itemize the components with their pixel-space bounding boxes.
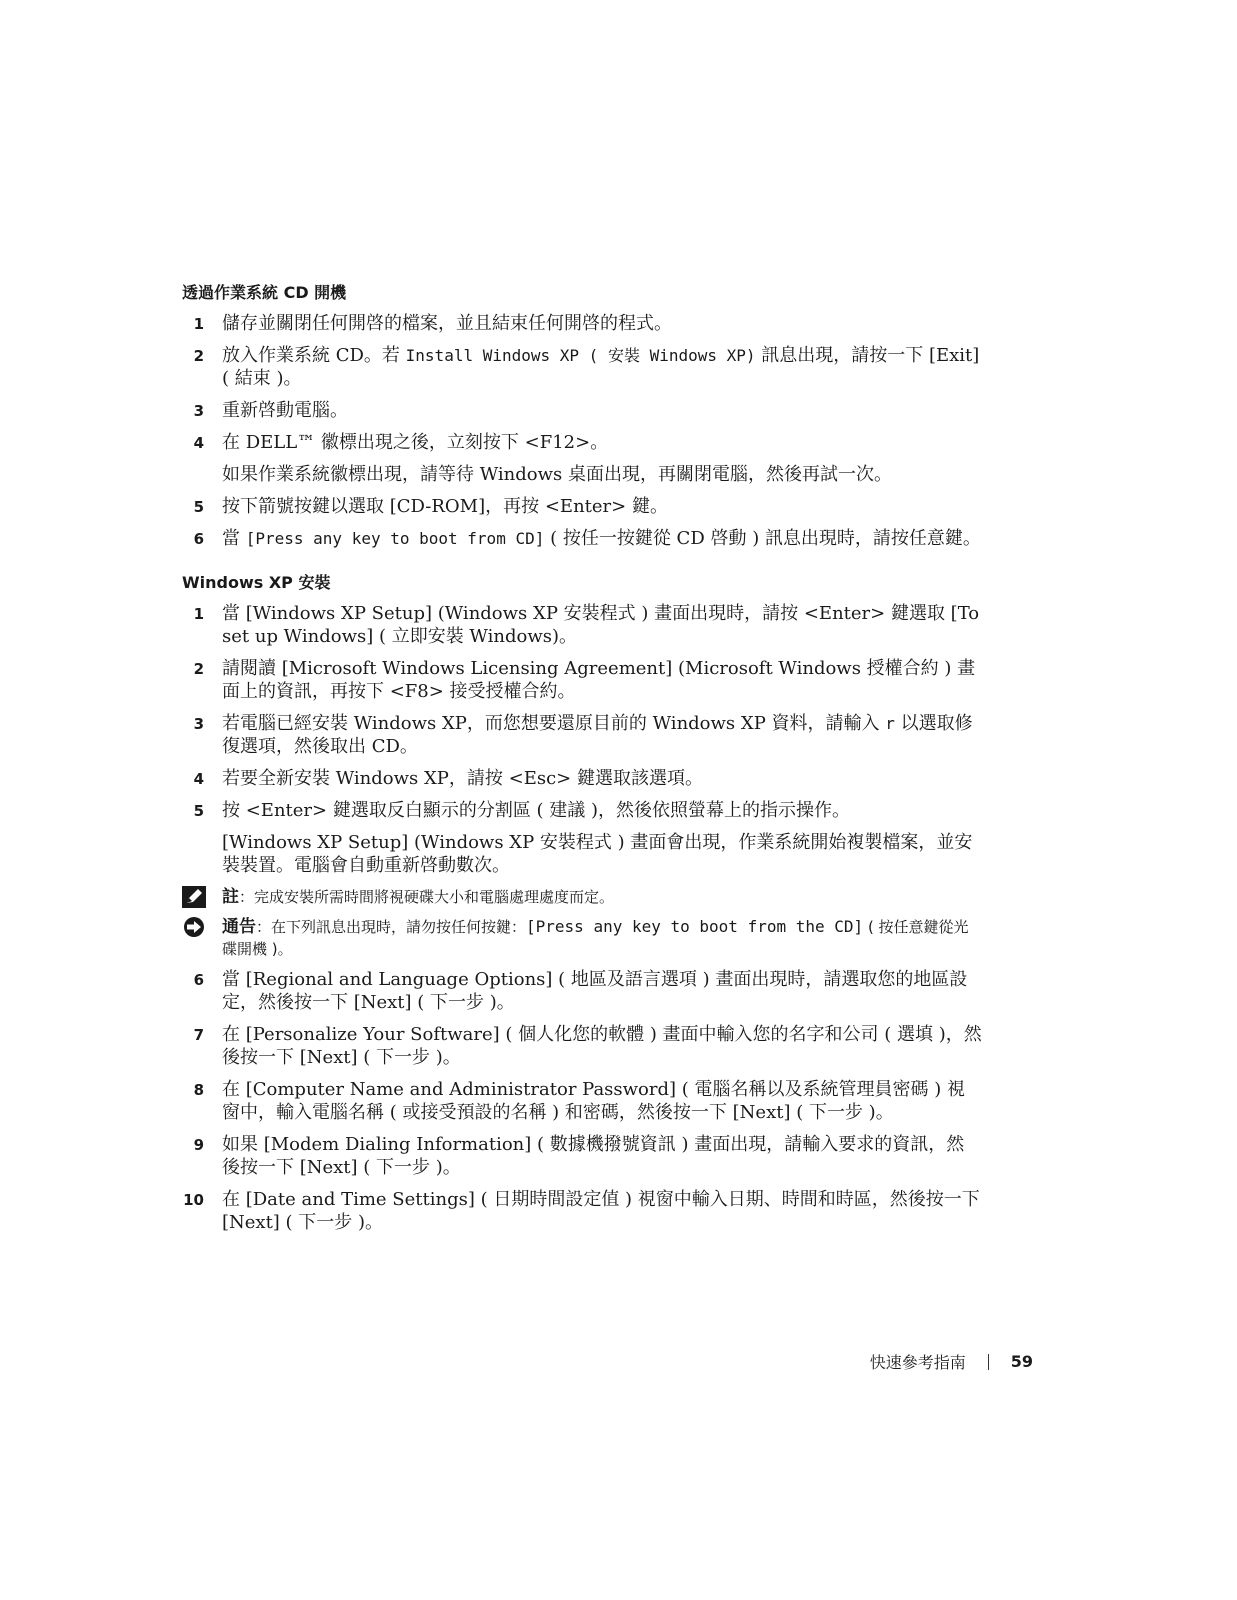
notice-callout bbox=[182, 916, 982, 960]
step-number: 5 bbox=[193, 802, 204, 820]
list-item bbox=[182, 767, 982, 790]
list-item bbox=[182, 527, 982, 550]
page-number: 59 bbox=[1010, 1352, 1033, 1371]
notice-arrow-icon bbox=[182, 916, 206, 938]
pencil-icon bbox=[182, 886, 206, 908]
step-number: 1 bbox=[193, 315, 204, 333]
page-content bbox=[182, 282, 982, 1243]
list-item bbox=[182, 1133, 982, 1179]
step-text: 請閱讀 [Microsoft Windows Licensing Agreement] (Microsoft Windows 授權合約 ) 畫面上的資訊，再按下 <F8> 接受授權合約。 bbox=[222, 658, 976, 702]
step-text: 按下箭號按鍵以選取 [CD-ROM]，再按 <Enter> 鍵。 bbox=[222, 496, 668, 517]
list-item bbox=[182, 968, 982, 1014]
step-subtext: [Windows XP Setup] (Windows XP 安裝程式 ) 畫面會出現，作業系統開始複製檔案，並安裝裝置。電腦會自動重新啓動數次。 bbox=[222, 832, 973, 876]
section-title-boot-from-cd: 透過作業系統 CD 開機 bbox=[182, 283, 347, 302]
step-text: 當 [Windows XP Setup] (Windows XP 安裝程式 ) 畫面出現時，請按 <Enter> 鍵選取 [To set up Windows] ( 立即安裝 Windows)。 bbox=[222, 603, 980, 647]
step-number: 8 bbox=[193, 1081, 204, 1099]
step-text: 重新啓動電腦。 bbox=[222, 400, 348, 421]
boot-steps-list bbox=[182, 312, 982, 550]
step-text: 若要全新安裝 Windows XP，請按 <Esc> 鍵選取該選項。 bbox=[222, 768, 703, 789]
step-text: ( 按任一按鍵從 CD 啓動 ) 訊息出現時，請按任意鍵。 bbox=[544, 528, 981, 549]
list-item bbox=[182, 799, 982, 877]
footer-divider bbox=[988, 1354, 989, 1370]
step-subtext: 如果作業系統徽標出現，請等待 Windows 桌面出現，再關閉電腦，然後再試一次。 bbox=[222, 464, 892, 485]
guide-title: 快速參考指南 bbox=[869, 1353, 966, 1372]
step-text: 以選取修復選項，然後取出 CD。 bbox=[222, 713, 973, 757]
step-text: 當 bbox=[222, 528, 246, 549]
step-text: 如果 [Modem Dialing Information] ( 數據機撥號資訊 ) 畫面出現，請輸入要求的資訊，然後按一下 [Next] ( 下一步 )。 bbox=[222, 1134, 965, 1178]
step-number: 4 bbox=[193, 434, 204, 452]
step-text: 儲存並關閉任何開啓的檔案，並且結束任何開啓的程式。 bbox=[222, 313, 672, 334]
list-item bbox=[182, 1078, 982, 1124]
notice-text: ：在下列訊息出現時，請勿按任何按鍵： bbox=[256, 918, 527, 936]
step-number: 1 bbox=[193, 605, 204, 623]
list-item bbox=[182, 495, 982, 518]
section-title-windows-xp-install: Windows XP 安裝 bbox=[182, 573, 331, 592]
step-number: 5 bbox=[193, 498, 204, 516]
list-item bbox=[182, 399, 982, 422]
step-number: 2 bbox=[193, 660, 204, 678]
install-steps-list bbox=[182, 602, 982, 877]
note-label: 註 bbox=[222, 887, 239, 907]
page-footer bbox=[870, 1350, 1033, 1373]
step-number: 7 bbox=[193, 1026, 204, 1044]
notice-label: 通告 bbox=[222, 917, 256, 937]
step-text: 按 <Enter> 鍵選取反白顯示的分割區 ( 建議 )，然後依照螢幕上的指示操作。 bbox=[222, 800, 851, 821]
note-callout bbox=[182, 886, 982, 908]
step-text: 在 [Date and Time Settings] ( 日期時間設定值 ) 視窗中輸入日期、時間和時區，然後按一下 [Next] ( 下一步 )。 bbox=[222, 1189, 980, 1233]
step-number: 10 bbox=[183, 1191, 204, 1209]
notice-text: ( 按任意鍵從光碟開機 )。 bbox=[222, 918, 969, 958]
list-item bbox=[182, 344, 982, 390]
input-key: r bbox=[885, 714, 895, 733]
step-text: 訊息出現，請按一下 [Exit] ( 結束 )。 bbox=[222, 345, 980, 389]
step-text: 在 [Personalize Your Software] ( 個人化您的軟體 ) 畫面中輸入您的名字和公司 ( 選填 )，然後按一下 [Next] ( 下一步 )。 bbox=[222, 1024, 982, 1068]
step-number: 3 bbox=[193, 715, 204, 733]
step-text: 若電腦已經安裝 Windows XP，而您想要還原目前的 Windows XP 資料，請輸入 bbox=[222, 713, 886, 734]
list-item bbox=[182, 1023, 982, 1069]
install-steps-list-continued bbox=[182, 968, 982, 1234]
step-text: 在 [Computer Name and Administrator Password] ( 電腦名稱以及系統管理員密碼 ) 視窗中，輸入電腦名稱 ( 或接受預設的名稱 ) 和密碼，然後按一下 [Next] ( 下一步 )。 bbox=[222, 1079, 965, 1123]
step-number: 9 bbox=[193, 1136, 204, 1154]
list-item bbox=[182, 312, 982, 335]
step-text: 當 [Regional and Language Options] ( 地區及語言選項 ) 畫面出現時，請選取您的地區設定，然後按一下 [Next] ( 下一步 )。 bbox=[222, 969, 968, 1013]
note-text: ：完成安裝所需時間將視硬碟大小和電腦處理處度而定。 bbox=[239, 888, 615, 906]
list-item bbox=[182, 602, 982, 648]
list-item bbox=[182, 657, 982, 703]
step-number: 4 bbox=[193, 770, 204, 788]
list-item bbox=[182, 712, 982, 758]
step-number: 6 bbox=[193, 971, 204, 989]
screen-message: [Press any key to boot from CD] bbox=[245, 529, 545, 548]
list-item bbox=[182, 431, 982, 486]
step-number: 3 bbox=[193, 402, 204, 420]
step-number: 6 bbox=[193, 530, 204, 548]
list-item bbox=[182, 1188, 982, 1234]
step-number: 2 bbox=[193, 347, 204, 365]
screen-message: [Press any key to boot from the CD] bbox=[526, 917, 864, 936]
screen-message: Install Windows XP ( 安裝 Windows XP) bbox=[405, 346, 756, 365]
step-text: 放入作業系統 CD。若 bbox=[222, 345, 406, 366]
step-text: 在 DELL™ 徽標出現之後，立刻按下 <F12>。 bbox=[222, 432, 609, 453]
